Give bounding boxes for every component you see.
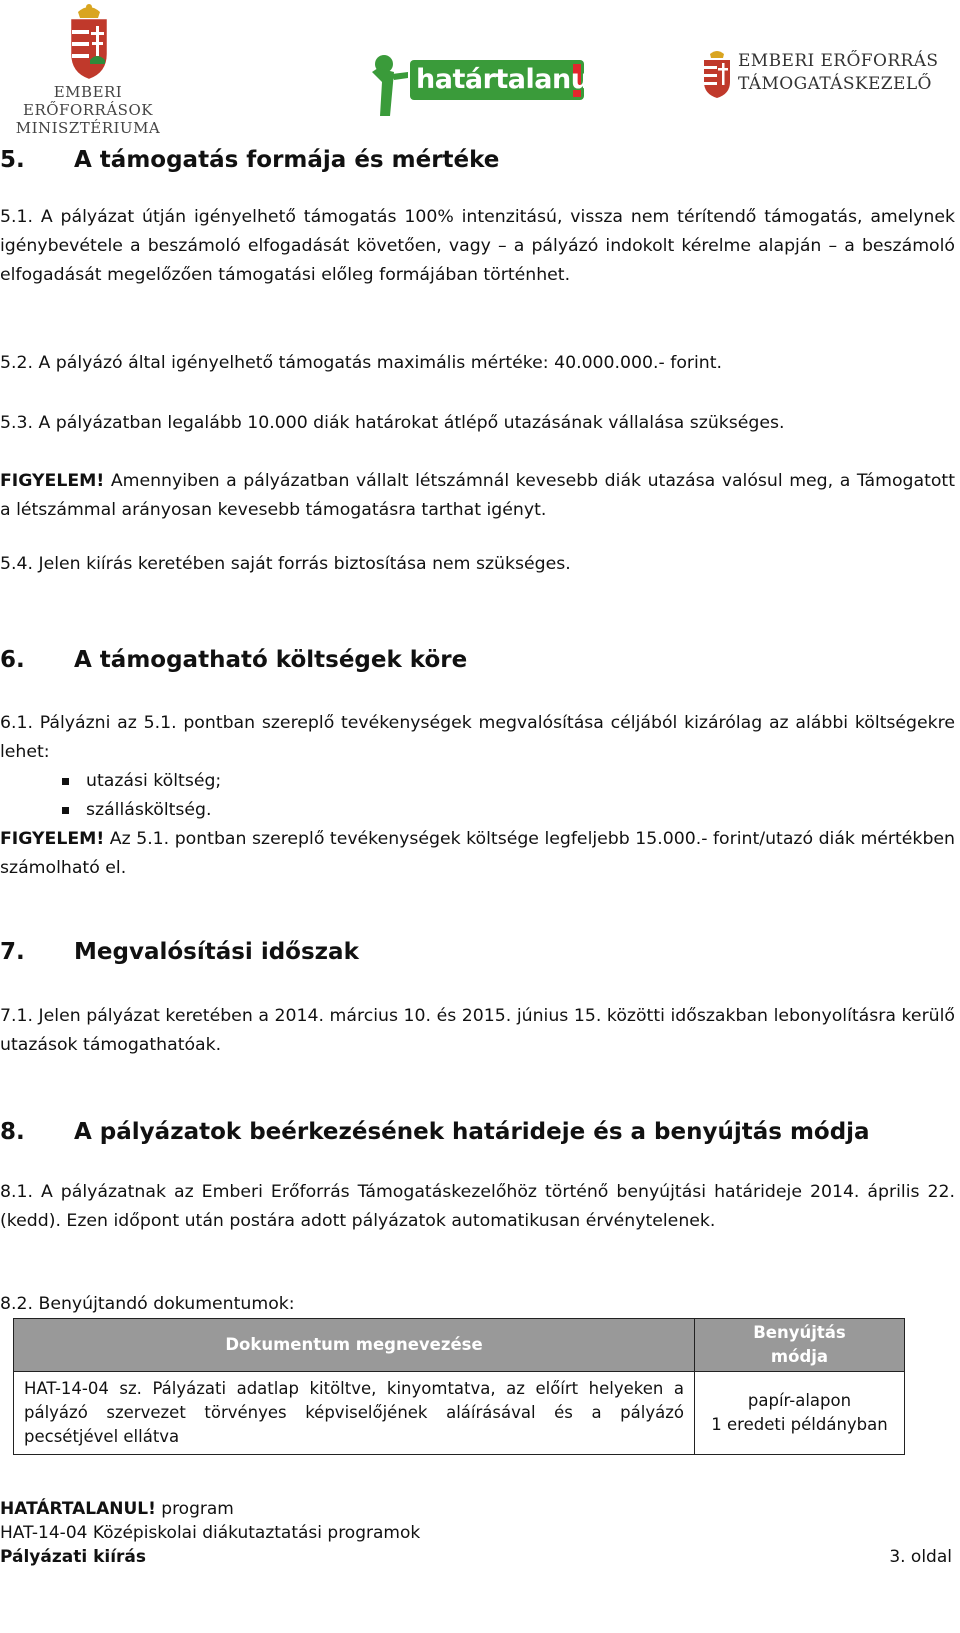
paragraph-5-2: 5.2. A pályázó által igényelhető támogatás maximális mértéke: 40.000.000.- forint. [0, 353, 723, 373]
submission-mode-cell: papír-alapon 1 eredeti példányban [695, 1372, 905, 1455]
warning-text: Amennyiben a pályázatban vállalt létszámnál kevesebb diák utazása valósul meg, a Támogatott a létszámmal arányosan kevesebb támogatásra tarthat igényt. [0, 471, 955, 520]
section-number: 8. [0, 1119, 25, 1145]
list-item: szállásköltség. [62, 796, 221, 825]
column-header-mode: Benyújtás módja [695, 1319, 905, 1372]
footer-doc-type: Pályázati kiírás [0, 1547, 147, 1567]
paragraph-5-3-warning [0, 467, 955, 525]
section-5-heading [0, 146, 499, 174]
paragraph-6-1: 6.1. Pályázni az 5.1. pontban szereplő tevékenységek megvalósítása céljából kizárólag az alábbi költségekre lehet: [0, 713, 955, 762]
paragraph-5-1: 5.1. A pályázat útján igényelhető támogatás 100% intenzitású, vissza nem térítendő támogatás, amelynek igénybevétele a beszámoló elfogadását követően, vagy – a pályázó indokolt kérelme alapján – a beszámoló elfogadását megelőzően támogatási előleg formájában történhet. [0, 207, 955, 285]
emet-crest-icon [700, 48, 734, 100]
list-item: utazási költség; [62, 767, 221, 796]
section-number: 6. [0, 647, 25, 673]
ministry-logo [2, 2, 174, 137]
paragraph-7-1: 7.1. Jelen pályázat keretében a 2014. március 10. és 2015. június 15. közötti időszakban lebonyolításra kerülő utazások támogathatóak. [0, 1006, 955, 1055]
warning-label: FIGYELEM! [0, 829, 105, 849]
paragraph-5-4: 5.4. Jelen kiírás keretében saját forrás biztosítása nem szükséges. [0, 554, 571, 574]
section-6-heading [0, 646, 467, 674]
coat-of-arms-icon [64, 2, 114, 82]
page-number: 3. oldal [889, 1547, 952, 1567]
section-title: Megvalósítási időszak [74, 939, 359, 965]
table-header-row [14, 1319, 905, 1372]
ministry-name: EMBERI ERŐFORRÁSOK MINISZTÉRIUMA [15, 83, 161, 137]
footer-program: HATÁRTALANUL! program [0, 1499, 234, 1519]
table-row [14, 1372, 905, 1455]
cost-list [62, 767, 221, 825]
section-number: 5. [0, 147, 25, 173]
column-header-document: Dokumentum megnevezése [14, 1319, 695, 1372]
hatartalanul-logo-text: határtalanul! [416, 64, 610, 95]
documents-table [13, 1318, 905, 1455]
section-7-heading [0, 938, 359, 966]
footer-program-name: HAT-14-04 Középiskolai diákutaztatási programok [0, 1523, 421, 1543]
emet-logo [700, 48, 958, 108]
warning-text: Az 5.1. pontban szereplő tevékenységek költsége legfeljebb 15.000.- forint/utazó diák mértékben számolható el. [0, 829, 955, 878]
paragraph-8-1: 8.1. A pályázatnak az Emberi Erőforrás Támogatáskezelőhöz történő benyújtási határideje 2014. április 22. (kedd). Ezen időpont után postára adott pályázatok automatikusan érvénytelenek. [0, 1182, 955, 1231]
section-title: A támogatható költségek köre [74, 647, 468, 673]
emet-name: EMBERI ERŐFORRÁS TÁMOGATÁSKEZELŐ [738, 51, 939, 94]
section-title: A pályázatok beérkezésének határideje és a benyújtás módja [74, 1119, 870, 1145]
paragraph-8-2: 8.2. Benyújtandó dokumentumok: [0, 1294, 295, 1314]
document-cell: HAT-14-04 sz. Pályázati adatlap kitöltve, kinyomtatva, az előírt helyeken a pályázó szervezet törvényes képviselőjének aláírásával és a pályázó pecsétjével ellátva [14, 1372, 695, 1455]
section-number: 7. [0, 939, 25, 965]
section-8-heading [0, 1118, 870, 1146]
hatartalanul-logo [368, 38, 610, 118]
paragraph-6-warning [0, 825, 955, 883]
paragraph-5-3: 5.3. A pályázatban legalább 10.000 diák határokat átlépő utazásának vállalása szükséges. [0, 413, 785, 433]
warning-label: FIGYELEM! [0, 471, 105, 491]
section-title: A támogatás formája és mértéke [74, 147, 500, 173]
